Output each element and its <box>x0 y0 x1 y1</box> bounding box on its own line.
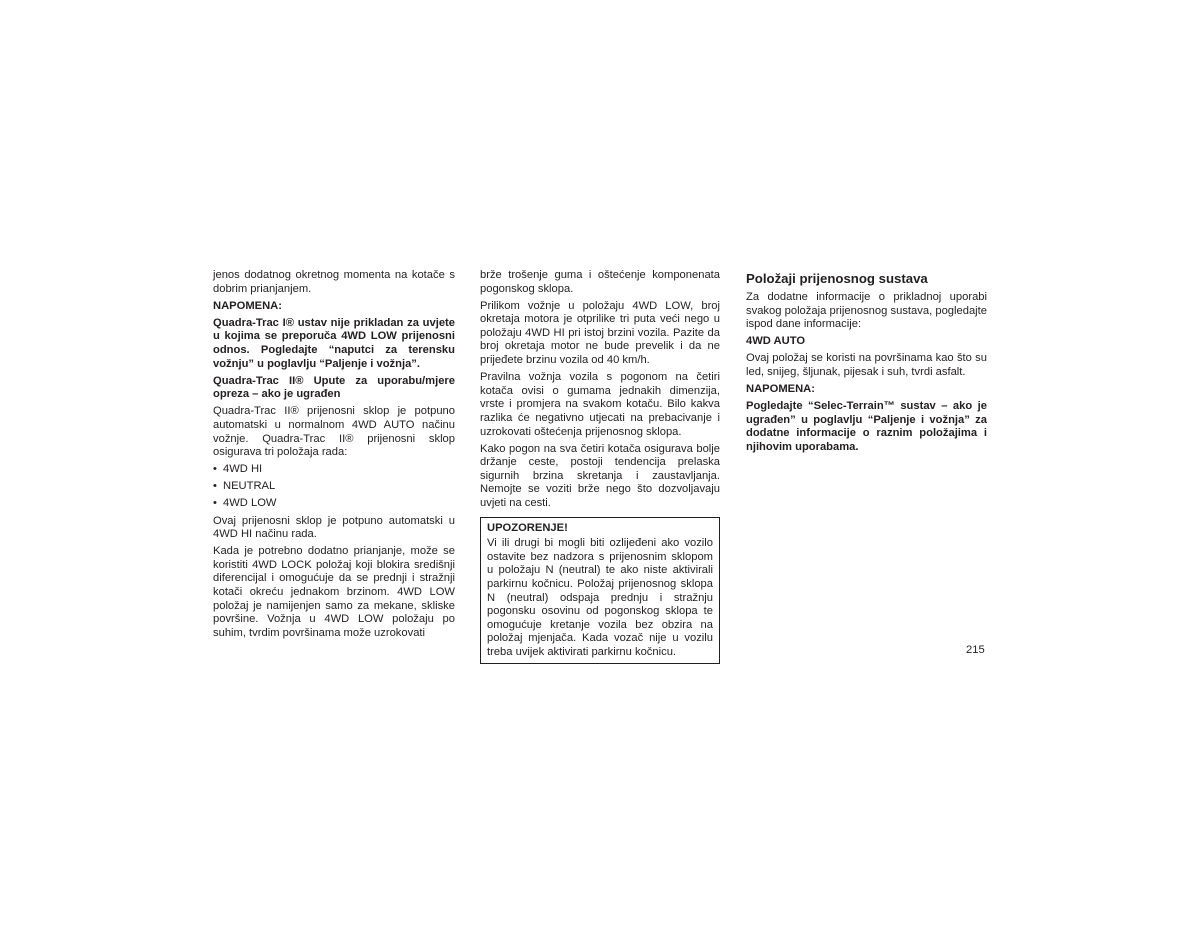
section-title: Položaji prijenosnog sustava <box>746 271 928 286</box>
note-label: NAPOMENA: <box>213 299 282 312</box>
subheading: 4WD AUTO <box>746 335 806 348</box>
warning-title: UPOZORENJE! <box>487 521 568 534</box>
paragraph: Pravilna vožnja vozila s pogonom na četiri kotača ovisi o gumama jednakih dimenzija, vrste i promjera na svakom kotaču. Bilo kakva razlika će negativno utjecati na prebacivanje i uzrokovati oštećenja prijenosnog sklopa. <box>480 371 720 438</box>
paragraph: Kako pogon na sva četiri kotača osigurava bolje držanje ceste, postoji tendencija prelaska sigurnih brzina skretanja i zaustavljanja. Nemojte se voziti brže nego što dozvoljavaju uvjeti na cesti. <box>480 442 720 509</box>
note-text: Pogledajte “Selec-Terrain™ sustav – ako je ugrađen” u poglavlju “Paljenje i vožnja” za dodatne informacije o raznim položajima i njihovim uporabama. <box>746 400 987 453</box>
warning-text: Vi ili drugi bi mogli biti ozlijeđeni ako vozilo ostavite bez nadzora s prijenosnim sklopom u položaju N (neutral) te ako niste aktivirali parkirnu kočnicu. Položaj prijenosnog sklopa N (neutral) odspaja prednju i stražnju pogonsku osovinu od pogonskog sklopa te omogućuje kretanje vozila bez obzira na položaj mjenjača. Kada vozač nije u vozilu treba uvijek aktivirati parkirnu kočnicu. <box>487 537 713 658</box>
paragraph: Prilikom vožnje u položaju 4WD LOW, broj okretaja motora je otprilike tri puta veći nego u položaju 4WD HI pri istoj brzini vozila. Pazite da broj okretaja motor ne bude prevelik i da ne prijeđete brzinu vozila od 40 km/h. <box>480 299 720 367</box>
middle-column <box>480 269 720 664</box>
paragraph: Kada je potrebno dodatno prianjanje, može se koristiti 4WD LOCK položaj koji blokira središnji diferencijal i omogućuje da se prednji i stražnji kotači okreću jednakom brzinom. 4WD LOW položaj je namijenjen samo za mekane, skliske površine. Vožnja u 4WD LOW položaju po suhim, tvrdim površinama može uzrokovati <box>213 545 455 639</box>
bullet-icon: • <box>213 480 217 493</box>
left-column <box>213 269 455 644</box>
warning-box <box>480 517 720 664</box>
paragraph: Za dodatne informacije o prikladnoj uporabi svakog položaja prijenosnog sustava, pogledajte ispod dane informacije: <box>746 291 987 331</box>
paragraph: Ovaj položaj se koristi na površinama kao što su led, snijeg, šljunak, pijesak i suh, tvrdi asfalt. <box>746 352 987 378</box>
list-item: • NEUTRAL <box>213 480 276 493</box>
paragraph: Ovaj prijenosni sklop je potpuno automatski u 4WD HI načinu rada. <box>213 514 455 541</box>
note-text: Quadra-Trac I® ustav nije prikladan za uvjete u kojima se preporuča 4WD LOW prijenosni odnos. Pogledajte “naputci za terensku vožnju” u poglavlju “Paljenje i vožnja”. <box>213 316 455 370</box>
list-item: • 4WD HI <box>213 463 263 476</box>
bullet-icon: • <box>213 463 217 476</box>
list-item: • 4WD LOW <box>213 497 277 510</box>
bullet-icon: • <box>213 497 217 510</box>
note-label: NAPOMENA: <box>746 383 815 396</box>
right-column <box>746 269 987 458</box>
paragraph: Quadra-Trac II® prijenosni sklop je potpuno automatski u normalnom 4WD AUTO načinu vožnje. Quadra-Trac II® prijenosni sklop osigurava tri položaja rada: <box>213 405 455 459</box>
page-number: 215 <box>966 644 985 656</box>
paragraph: brže trošenje guma i oštećenje komponenata pogonskog sklopa. <box>480 269 720 295</box>
mode-list <box>213 463 455 511</box>
paragraph: jenos dodatnog okretnog momenta na kotače s dobrim prianjanjem. <box>213 269 455 295</box>
section-heading: Quadra-Trac II® Upute za uporabu/mjere opreza – ako je ugrađen <box>213 374 455 401</box>
